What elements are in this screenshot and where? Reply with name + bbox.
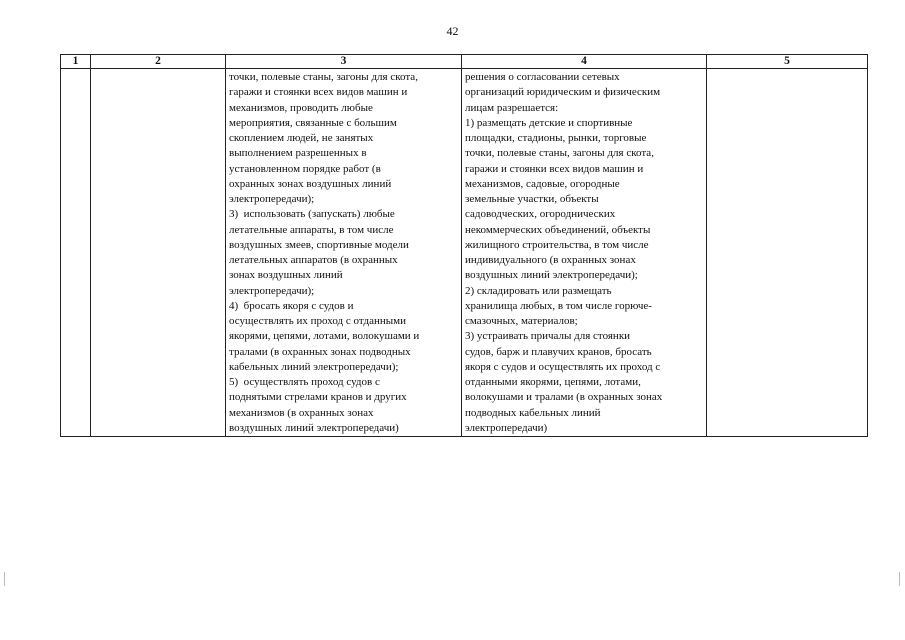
table-header: [61, 55, 868, 69]
column-header-2: 2: [91, 55, 226, 69]
column-header-4: 4: [462, 55, 707, 69]
cell-col-5: [707, 69, 868, 437]
cell-col-1: [61, 69, 91, 437]
scan-edge-mark-left: [4, 572, 5, 586]
column-header-1: 1: [61, 55, 91, 69]
header-row: [61, 55, 868, 69]
cell-col-2: [91, 69, 226, 437]
table-row: [61, 69, 868, 437]
cell-col-1-text: [61, 69, 90, 70]
column-header-3: 3: [226, 55, 462, 69]
cell-col-4-text: решения о согласовании сетевых организаций юридическим и физическим лицам разрешается: 1) размещать детские и спортивные площадки, стадионы, рынки, торговые точки, полевые станы, загоны для скота, гаражи и стоянки всех видов машин и механизмов, садовые, огородные земельные участки, объекты садоводческих, огороднических некоммерческих объединений, объекты жилищного строительства, в том числе индивидуального (в охранных зонах воздушных линий электропередачи); 2) складировать или размещать хранилища любых, в том числе горюче- смазочных, материалов; 3) устраивать причалы для стоянки судов, барж и плавучих кранов, бросать якоря с судов и осуществлять их проход с отданными якорями, цепями, лотами, волокушами и тралами (в охранных зонах подводных кабельных линий электропередачи): [465, 71, 663, 434]
column-header-5: 5: [707, 55, 868, 69]
cell-col-2-text: [91, 69, 225, 70]
cell-col-3: [226, 69, 462, 437]
table-body: [61, 69, 868, 437]
cell-col-4: [462, 69, 707, 437]
cell-col-3-text: точки, полевые станы, загоны для скота, гаражи и стоянки всех видов машин и механизмов, проводить любые мероприятия, связанные с большим скоплением людей, не занятых выполнением разрешенных в установленном порядке работ (в охранных зонах воздушных линий электропередачи); 3) использовать (запускать) любые летательные аппараты, в том числе воздушных змеев, спортивные модели летательных аппаратов (в охранных зонах воздушных линий электропередачи); 4) бросать якоря с судов и осуществлять их проход с отданными якорями, цепями, лотами, волокушами и тралами (в охранных зонах подводных кабельных линий электропередачи); 5) осуществлять проход судов с поднятыми стрелами кранов и других механизмов (в охранных зонах воздушных линий электропередачи): [229, 71, 420, 434]
document-table: [60, 54, 868, 437]
cell-col-5-text: [707, 69, 867, 70]
scan-edge-mark-right: [899, 572, 900, 586]
page-number: 42: [446, 24, 459, 38]
